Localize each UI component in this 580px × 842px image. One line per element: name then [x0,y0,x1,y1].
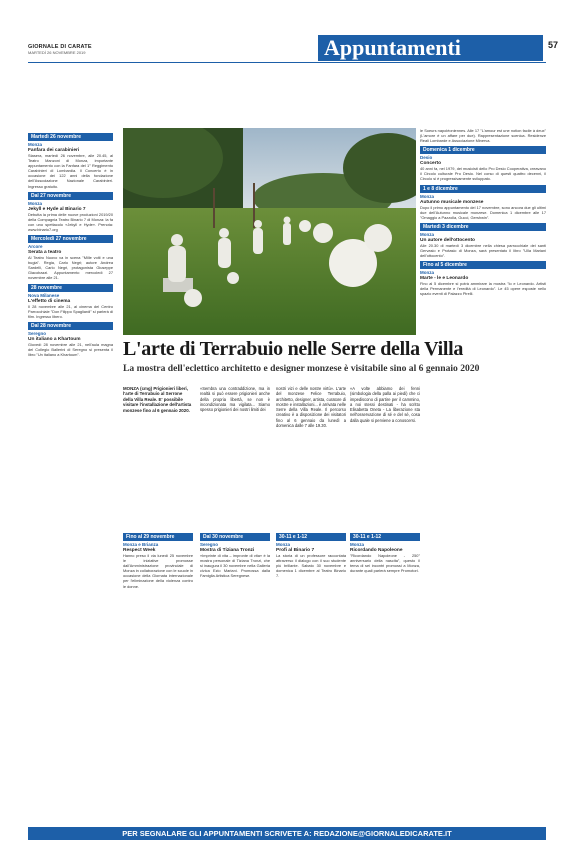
listing-item [28,284,113,319]
article-photo [123,128,416,335]
listing-place: Monza [420,270,434,276]
article-intro: MONZA (cmg) Prigionieri liberi, l'arte di Terrabuio al Serrone della Villa Reale. E' possibile visitare l'installazione dell'artista monzese fino al 6 gennaio 2020. [123,386,192,413]
listing-item [28,133,113,189]
listing-body: La storia di un professore raccontata attraverso il dialogo con il suo studente più brillante. Sabato 30 novembre e domenica 1 dicembre al Teatro Binario 7. [276,553,346,579]
listing-date: 1 e 8 dicembre [420,185,546,193]
listing-title: Autunno musicale monzese [420,199,484,205]
article-column: «A volte abbiamo dei fenni (simbologia della palla ai piedi) che ci impediscono di partire per il cammino, a noi stessi destinati - ha scritto Elisabetta Oneta - La liberazione sta nell'osservazione di sé e del sé, cosa dalla quale si perviene a conoscersi. [350,386,420,423]
right-listing-column [420,128,546,828]
listing-place: Monza [420,193,434,199]
listing-item [420,146,546,181]
listing-column [350,530,420,822]
masthead: GIORNALE DI CARATE [28,44,92,50]
listing-place: Arcore [28,244,43,250]
listing-body: "Ricordando Napoleone - 250° anniversario della nascita", questo il tema di sei incontri promossi a Monza, durante quali parlerà sempre Promotori. [350,553,420,574]
listing-body: Al Teatro Nuovo va in scena "Mille volti e una bugia". Regia, Carlo Negri; autore Andrea Sardelli, Carlo Negri, protagonista Giuseppe Giacobazzi. Appuntamento mercoledì 27 novembre alle 21. [28,255,113,281]
listing-title: Serata a teatro [28,250,62,256]
page-number: 57 [548,40,559,50]
listing-column [123,530,193,822]
listing-place: Monza [276,542,290,547]
listing-place: Monza [28,142,42,147]
listing-column [200,530,270,822]
left-listing-column [28,130,113,826]
listing-date: 30-11 e 1-12 [350,533,420,541]
listing-item [420,223,546,258]
listing-title: Fanfara dei carabinieri [28,148,80,153]
listing-date: 28 novembre [28,284,113,292]
listing-place: Monza [350,542,364,547]
listing-place: Nova Milanese [28,292,60,298]
listing-date: Mercoledì 27 novembre [28,235,113,243]
listing-body: Debutta la prima delle nuove produzioni 2019/20 della Compagnia Teatro Binario 7 di Monza: la fa con uno spettacolo «Jekyll e Hyde». Prenota: www.binario7.org [28,211,113,232]
listing-place: Desio [420,155,433,161]
listing-body: Il 28 novembre alle 21, al cinema del Centro Parrocchiale "Don Filippo Spagliardi" si parlerà di film. Ingresso libero. [28,303,113,319]
listing-item [28,192,113,232]
listing-body: Fino al 5 dicembre si potrà ammirare la mostra "Io e Leonardo. Artisti della Permanente e l'eredità di Leonardo". Le 45 opere esposte nello spazio eventi di Palazzo Pirelli. [420,281,546,297]
listing-title: Concerto [420,161,442,167]
listing-body: le Soeurs napoléoniennes. Alle 17 "L'amour est une notion facile à deux" (L'amore è un affare per due). Rappresentazione scenica. Residenze Reali Lombarde e Associazione Minerva. [420,128,546,144]
listing-body: Stasera, martedì 26 novembre, alle 20.45, al Teatro Manzoni di Monza, importante appuntamento con la Fanfara del 1° Reggimento Carabinieri di Lombardia. Il Concerto è in occasione dei 122 anni della fondazione dell'Associazione Nazionale Carabinieri. Ingresso gratuito. [28,153,113,189]
listing-date: Martedì 3 dicembre [420,223,546,231]
listing-date: Dal 28 novembre [28,322,113,330]
listing-place: Seregno [28,330,47,336]
listing-body: Dopo il primo appuntamento del 17 novembre, sono ancora due gli ultimi due dell'Autunno musicale monzese. Domenica 1 dicembre alle 17 "Omaggio a Pazzolla, Gucci, Gershwin". [420,204,546,220]
listing-item [420,185,546,220]
listing-place: Seregno [200,542,219,547]
issue-date: MARTEDÌ 26 NOVEMBRE 2019 [28,50,86,55]
listing-date: Fino al 29 novembre [123,533,193,541]
listing-date: Domenica 1 dicembre [420,146,546,154]
listing-title: Un italiano a Khartoum [28,336,81,342]
listing-date: Martedì 26 novembre [28,133,113,141]
listing-date: 30-11 e 1-12 [276,533,346,541]
listing-date: Dal 30 novembre [200,533,270,541]
listing-item [28,322,113,357]
article-column: «Sembra una contraddizione, ma in realtà si può essere prigionieri anche della propria libertà, se non è incondizionata ma vigilata... Siamo spesso prigionieri dei nostri limiti dei [200,386,270,413]
listing-title: Jekyll e Hyde al Binario 7 [28,206,86,212]
listing-title: L'effetto di cinema [28,298,71,304]
listing-column [276,530,346,822]
listing-place: Monza e Brianza [123,542,159,547]
header-rule [28,62,546,63]
listing-body: Giovedì 28 novembre alle 21, nell'aula magna del Collegio Ballerini di Seregno si presenta il libro "Un italiano a Khartoum". [28,341,113,357]
listing-title: Ricordando Napoleone [350,548,403,553]
listing-body: «Imprinte di vita – impronte di vita» è la mostra personale di Tiziana Tronzi, che si inaugura il 30 novembre nella Galleria civica Ezio Mariani. Promossa dalla Famiglia Artistica Seregnese. [200,553,270,579]
listing-title: Un autore dell'ottocento [420,237,475,243]
article-headline: L'arte di Terrabuio nelle Serre della Villa [123,338,464,360]
listing-item [28,235,113,280]
garden-sculpture-photo [123,128,416,335]
article-column: nostri vizi e delle nostre virtù». L'arte del monzese Felice Terrabuio, architetto, designer, artista, curatore di mostre e installazioni... è arrivata nelle Serre della Villa Reale. Il percorso creativo è a disposizione dei visitatori fino al 6 gennaio da lunedì a domenica dalle 7 alle 19.30. [276,386,346,429]
listing-title: Marte - le e Leonardo [420,276,469,282]
section-banner: Appuntamenti [318,35,543,61]
listing-place: Monza [28,200,42,206]
listing-body: Hanno preso il via lunedì 25 novembre le iniziative promosse dall'Amministrazione provinciale di Monza in collaborazione con le scuole in occasione della Giornata internazionale per l'eliminazione della violenza contro le donne. [123,553,193,589]
listing-body: 40 anni fa, nel 1979, dei musicisti dello Pro Desio Cooperativa, creavano il Circolo culturale Pro Desio. Nel corso di questi quattro decenni, il Circolo si è progressivamente sviluppato. [420,166,546,182]
listing-date: Dal 27 novembre [28,192,113,200]
listing-title: Respect Week [123,548,156,553]
listing-item [420,261,546,296]
listing-date: Fino al 5 dicembre [420,261,546,269]
listing-body: Alle 20.30 di martedì 3 dicembre nella chiesa parrocchiale dei santi Gervasio e Protasio di Monza, sarà presentato il libro "Ulla Mariani dell'ottocento". [420,242,546,259]
listing-title: Profi al Binario 7 [276,548,315,553]
article-subheadline: La mostra dell'eclettico architetto e designer monzese è visitabile sino al 6 gennaio 2020 [123,363,480,374]
footer-banner: PER SEGNALARE GLI APPUNTAMENTI SCRIVETE A: REDAZIONE@GIORNALEDICARATE.IT [28,827,546,840]
listing-place: Monza [420,231,434,237]
listing-title: Mostra di Tiziana Tronzi [200,548,255,553]
